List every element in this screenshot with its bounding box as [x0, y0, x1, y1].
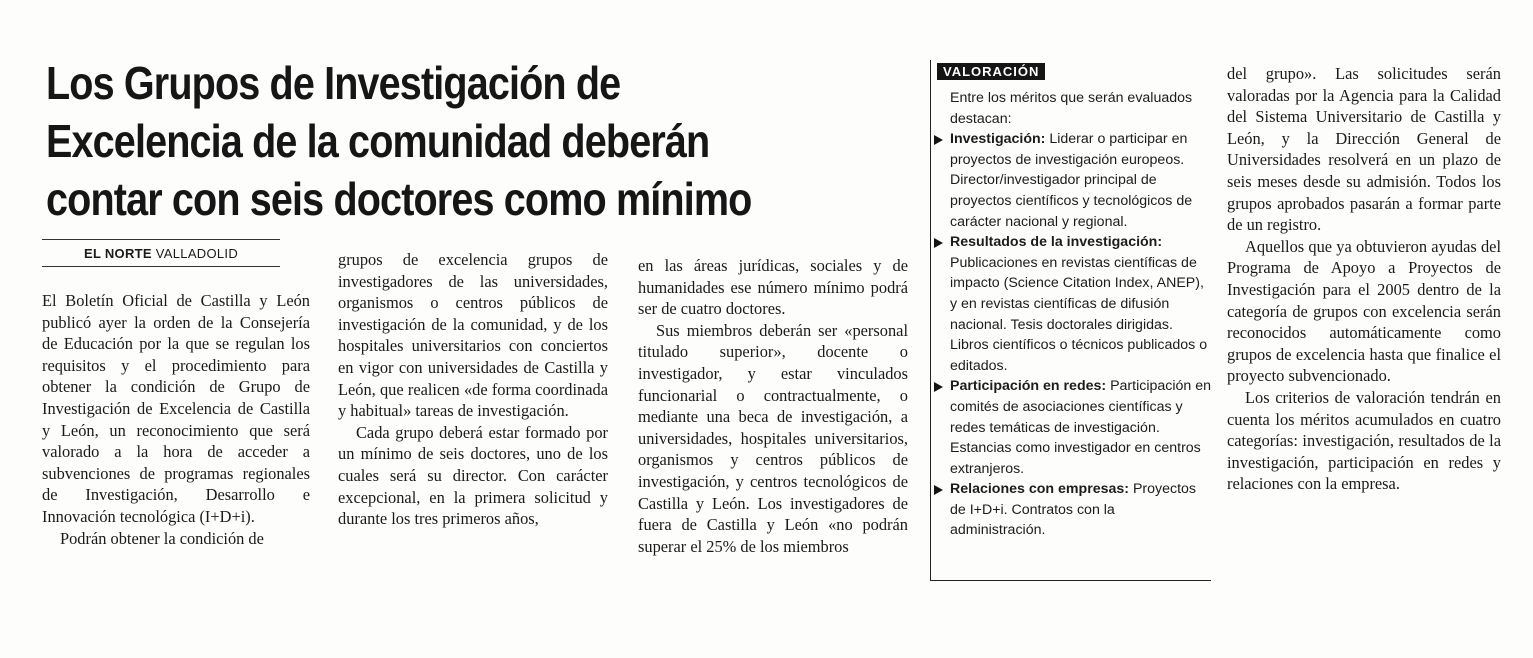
body-column-3	[638, 255, 908, 557]
sidebar-item-text: Participación en comités de asociaciones científicas y redes temáticas de investigación. Estancias como investigador en centros extranjeros.	[950, 378, 1212, 477]
paragraph: Aquellos que ya obtuvieron ayudas del Programa de Apoyo a Proyectos de Investigación para el 2005 dentro de la categoría de grupos con excelencia serán reconocidos automáticamente como grupos de excelencia hasta que finalice el proyecto subvencionado.	[1227, 236, 1501, 386]
sidebar-valoracion	[950, 88, 1212, 541]
paragraph: Sus miembros deberán ser «personal titulado superior», docente o investigador, y estar vinculados funcionarial o contractualmente, o mediante una beca de investigación, a universidades, hospitales universitarios, organismos y centros públicos de investigación, y centros tecnológicos de Castilla y León. Los investigadores de fuera de Castilla y León «no podrán superar el 25% de los miembros	[638, 320, 908, 556]
sidebar-item	[950, 129, 1212, 232]
paragraph: del grupo». Las solicitudes serán valoradas por la Agencia para la Calidad del Sistema Universitario de Castilla y León, y la Dirección General de Universidades resolverá en un plazo de seis meses desde su admisión. Todos los grupos aprobados pasarán a formar parte de un registro.	[1227, 64, 1501, 235]
paragraph: grupos de excelencia grupos de investigadores de las universidades, organismos o centros públicos de investigación de la comunidad, y de los hospitales universitarios con conciertos en vigor con universidades de Castilla y León, que realicen «de forma coordinada y habitual» tareas de investigación.	[338, 250, 608, 421]
sidebar-item	[950, 479, 1212, 541]
body-column-4	[1227, 63, 1501, 495]
paragraph: Cada grupo deberá estar formado por un mínimo de seis doctores, uno de los cuales será su director. Con carácter excepcional, en la primera solicitud y durante los tres primeros años,	[338, 422, 608, 529]
headline: Los Grupos de Investigación de Excelencia de la comunidad deberán contar con seis doctores como mínimo	[46, 57, 752, 225]
byline-place: VALLADOLID	[155, 246, 239, 261]
triangle-bullet-icon	[934, 238, 943, 248]
sidebar-item-title: Resultados de la investigación:	[950, 234, 1163, 251]
triangle-bullet-icon	[934, 382, 943, 392]
byline	[42, 239, 280, 267]
sidebar-item-text: Liderar o participar en proyectos de investigación europeos. Director/investigador principal de proyectos científicos y tecnológicos de carácter nacional y regional.	[950, 131, 1193, 230]
body-column-2	[338, 249, 608, 530]
sidebar-item-title: Participación en redes:	[950, 378, 1107, 395]
triangle-bullet-icon	[934, 485, 943, 495]
paragraph: El Boletín Oficial de Castilla y León publicó ayer la orden de la Consejería de Educación por la que se regulan los requisitos y el procedimiento para obtener la condición de Grupo de Investigación de Excelencia de Castilla y León, un reconocimiento que será valorado a la hora de acceder a subvenciones de programas regionales de Investigación, Desarrollo e Innovación tecnológica (I+D+i).	[42, 291, 310, 526]
sidebar-item-text: Proyectos de I+D+i. Contratos con la administración.	[950, 481, 1197, 539]
triangle-bullet-icon	[934, 135, 943, 145]
sidebar-item	[950, 376, 1212, 479]
sidebar-item-title: Relaciones con empresas:	[950, 481, 1129, 498]
sidebar-item-title: Investigación:	[950, 131, 1046, 148]
sidebar-badge: VALORACIÓN	[937, 63, 1045, 80]
paragraph: Los criterios de valoración tendrán en cuenta los méritos acumulados en cuatro categorías: investigación, resultados de la investigación, participación en redes y relaciones con la empresa.	[1227, 387, 1501, 494]
sidebar-item-text: Publicaciones en revistas científicas de impacto (Science Citation Index, ANEP), y en revistas científicas de difusión nacional. Tesis doctorales dirigidas. Libros científicos o técnicos publicados o editados.	[950, 254, 1208, 374]
paragraph: en las áreas jurídicas, sociales y de humanidades ese número mínimo podrá ser de cuatro doctores.	[638, 256, 908, 319]
sidebar-intro: Entre los méritos que serán evaluados destacan:	[950, 90, 1193, 127]
sidebar-item	[950, 232, 1212, 376]
body-column-1	[42, 290, 310, 549]
byline-source: EL NORTE	[83, 246, 152, 261]
paragraph: Podrán obtener la condición de	[60, 528, 264, 548]
